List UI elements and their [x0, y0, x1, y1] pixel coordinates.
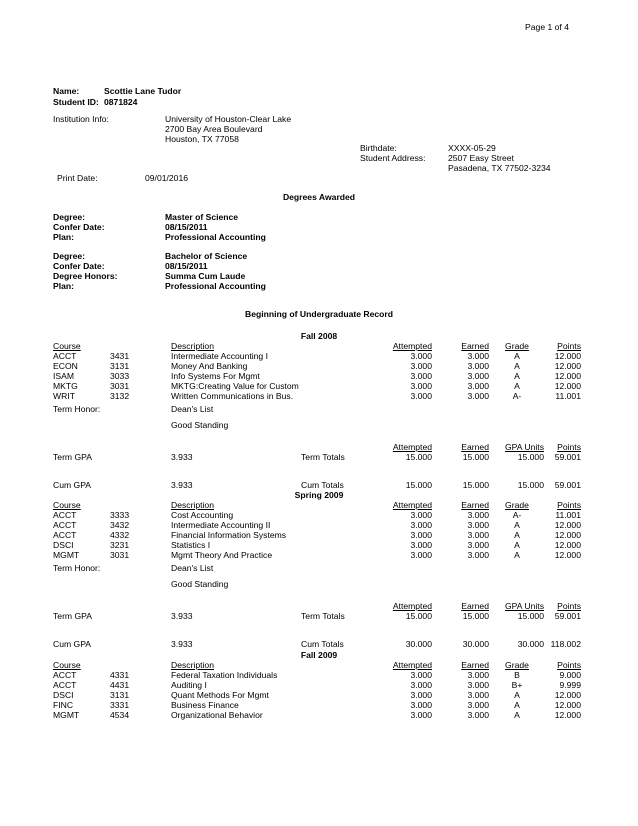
course-subject: DSCI: [53, 540, 74, 550]
term-honor-row: [0, 563, 638, 573]
course-subject: ACCT: [53, 680, 77, 690]
course-points: 12.000: [554, 381, 581, 391]
course-description: Intermediate Accounting II: [171, 520, 271, 530]
col-grade: Grade: [505, 341, 529, 351]
totals-gpa-units: 15.000: [517, 452, 544, 462]
col-course: Course: [53, 660, 81, 670]
course-points: 12.000: [554, 550, 581, 560]
totals-points: 59.001: [554, 452, 581, 462]
cum-gpa-row: [0, 480, 638, 490]
course-earned: 3.000: [467, 710, 489, 720]
course-table-header: [0, 341, 638, 351]
course-subject: ACCT: [53, 670, 77, 680]
totals-points: 59.001: [554, 611, 581, 621]
course-attempted: 3.000: [410, 520, 432, 530]
degree-honors-value: Summa Cum Laude: [165, 271, 246, 281]
col-description: Description: [171, 500, 214, 510]
course-points: 12.000: [554, 520, 581, 530]
page-number: Page 1 of 4: [525, 22, 569, 32]
gpa-label: Term GPA: [53, 611, 92, 621]
course-number: 3333: [110, 510, 130, 520]
course-attempted: 3.000: [410, 700, 432, 710]
course-number: 3131: [110, 690, 130, 700]
gpa-value: 3.933: [171, 611, 193, 621]
course-attempted: 3.000: [410, 680, 432, 690]
course-number: 4332: [110, 530, 130, 540]
gpa-value: 3.933: [171, 639, 193, 649]
cum-gpa-row: [0, 639, 638, 649]
gpa-table-header: [0, 601, 638, 611]
course-description: Business Finance: [171, 700, 239, 710]
course-attempted: 3.000: [410, 530, 432, 540]
confer-date-value: 08/15/2011: [165, 222, 208, 232]
term-name: Spring 2009: [294, 490, 344, 500]
term-honor-row: [0, 404, 638, 414]
course-earned: 3.000: [467, 670, 489, 680]
course-row: [0, 700, 638, 710]
course-earned: 3.000: [467, 540, 489, 550]
totals-earned: 15.000: [462, 452, 489, 462]
term-honor-label: Term Honor:: [53, 563, 101, 573]
course-subject: ACCT: [53, 530, 77, 540]
totals-attempted: 15.000: [405, 452, 432, 462]
col-attempted: Attempted: [392, 341, 432, 351]
degree-value: Master of Science: [165, 212, 239, 222]
course-points: 11.001: [555, 510, 581, 520]
totals-gpa-units: 15.000: [517, 611, 544, 621]
totals-attempted: 15.000: [405, 480, 432, 490]
course-description: MKTG:Creating Value for Custom: [171, 381, 299, 391]
course-description: Money And Banking: [171, 361, 248, 371]
degree-honors-label: Degree Honors:: [53, 271, 118, 281]
term-title: [0, 331, 638, 341]
col-points: Points: [557, 601, 581, 611]
course-subject: MKTG: [53, 381, 78, 391]
course-grade: A-: [512, 510, 522, 520]
gpa-table-header: [0, 442, 638, 452]
totals-points: 118.002: [550, 639, 581, 649]
course-attempted: 3.000: [410, 371, 432, 381]
course-table-header: [0, 660, 638, 670]
course-subject: ACCT: [53, 520, 77, 530]
totals-attempted: 30.000: [405, 639, 432, 649]
col-points: Points: [557, 442, 581, 452]
course-grade: A: [514, 351, 520, 361]
course-grade: A: [514, 381, 520, 391]
course-earned: 3.000: [467, 690, 489, 700]
name-label: Name:: [53, 86, 80, 96]
col-description: Description: [171, 341, 214, 351]
course-earned: 3.000: [467, 351, 489, 361]
col-course: Course: [53, 500, 81, 510]
course-points: 12.000: [554, 351, 581, 361]
academic-standing: Good Standing: [171, 579, 229, 589]
academic-standing-row: [0, 420, 638, 430]
course-description: Written Communications in Bus.: [171, 391, 294, 401]
plan-label: Plan:: [53, 232, 75, 242]
degree-label: Degree:: [53, 212, 85, 222]
course-row: [0, 690, 638, 700]
course-earned: 3.000: [467, 391, 489, 401]
institution-street: 2700 Bay Area Boulevard: [165, 124, 263, 134]
col-course: Course: [53, 341, 81, 351]
course-grade: A: [514, 700, 520, 710]
col-gpa-units: GPA Units: [504, 601, 544, 611]
course-grade: A: [514, 540, 520, 550]
course-earned: 3.000: [467, 530, 489, 540]
course-attempted: 3.000: [410, 670, 432, 680]
course-grade: A-: [512, 391, 522, 401]
course-number: 3031: [110, 550, 130, 560]
course-attempted: 3.000: [410, 381, 432, 391]
col-points: Points: [557, 500, 581, 510]
course-row: [0, 710, 638, 720]
course-number: 3033: [110, 371, 130, 381]
term-gpa-row: [0, 611, 638, 621]
totals-gpa-units: 15.000: [517, 480, 544, 490]
totals-earned: 30.000: [462, 639, 489, 649]
course-number: 3432: [110, 520, 130, 530]
term-gpa-row: [0, 452, 638, 462]
course-points: 12.000: [554, 700, 581, 710]
totals-gpa-units: 30.000: [517, 639, 544, 649]
course-earned: 3.000: [467, 381, 489, 391]
col-attempted: Attempted: [392, 500, 432, 510]
student-id-label: Student ID:: [53, 97, 99, 107]
course-points: 12.000: [554, 540, 581, 550]
degree-label: Degree:: [53, 251, 85, 261]
course-earned: 3.000: [467, 680, 489, 690]
course-description: Auditing I: [171, 680, 207, 690]
course-grade: B+: [511, 680, 523, 690]
totals-label: Cum Totals: [301, 639, 344, 649]
course-points: 9.999: [559, 680, 581, 690]
course-number: 3231: [110, 540, 130, 550]
course-points: 12.000: [554, 710, 581, 720]
course-description: Mgmt Theory And Practice: [171, 550, 273, 560]
gpa-label: Term GPA: [53, 452, 92, 462]
institution-name: University of Houston-Clear Lake: [165, 114, 292, 124]
course-points: 12.000: [554, 530, 581, 540]
totals-earned: 15.000: [462, 480, 489, 490]
course-subject: MGMT: [53, 710, 80, 720]
totals-points: 59.001: [554, 480, 581, 490]
course-description: Financial Information Systems: [171, 530, 287, 540]
course-subject: WRIT: [53, 391, 75, 401]
course-attempted: 3.000: [410, 351, 432, 361]
course-row: [0, 351, 638, 361]
totals-label: Cum Totals: [301, 480, 344, 490]
course-number: 3132: [110, 391, 130, 401]
course-number: 3331: [110, 700, 130, 710]
term-title: [0, 490, 638, 500]
course-grade: A: [514, 710, 520, 720]
confer-date-label: Confer Date:: [53, 222, 105, 232]
course-attempted: 3.000: [410, 510, 432, 520]
confer-date-value: 08/15/2011: [165, 261, 208, 271]
col-gpa-units: GPA Units: [504, 442, 544, 452]
course-earned: 3.000: [467, 550, 489, 560]
plan-value: Professional Accounting: [165, 232, 266, 242]
course-row: [0, 520, 638, 530]
course-subject: ECON: [53, 361, 78, 371]
course-subject: ISAM: [53, 371, 75, 381]
print-date-value: 09/01/2016: [145, 173, 189, 183]
totals-attempted: 15.000: [405, 611, 432, 621]
col-attempted: Attempted: [392, 660, 432, 670]
course-subject: FINC: [53, 700, 74, 710]
course-subject: ACCT: [53, 510, 77, 520]
course-grade: A: [514, 371, 520, 381]
course-row: [0, 371, 638, 381]
student-id: 0871824: [104, 97, 138, 107]
course-attempted: 3.000: [410, 391, 432, 401]
col-earned: Earned: [461, 601, 489, 611]
course-number: 3431: [110, 351, 130, 361]
term-name: Fall 2009: [300, 650, 338, 660]
totals-earned: 15.000: [462, 611, 489, 621]
course-earned: 3.000: [467, 510, 489, 520]
gpa-value: 3.933: [171, 452, 193, 462]
course-points: 9.000: [559, 670, 581, 680]
course-grade: A: [514, 550, 520, 560]
totals-label: Term Totals: [301, 611, 345, 621]
course-subject: ACCT: [53, 351, 77, 361]
col-earned: Earned: [461, 341, 489, 351]
birthdate-label: Birthdate:: [360, 143, 397, 153]
course-grade: B: [514, 670, 520, 680]
course-number: 3031: [110, 381, 130, 391]
birthdate-value: XXXX-05-29: [448, 143, 496, 153]
gpa-label: Cum GPA: [53, 480, 92, 490]
plan-label: Plan:: [53, 281, 75, 291]
degree-value: Bachelor of Science: [165, 251, 248, 261]
institution-label: Institution Info:: [53, 114, 109, 124]
course-earned: 3.000: [467, 520, 489, 530]
course-table-header: [0, 500, 638, 510]
course-number: 4431: [110, 680, 130, 690]
print-date-label: Print Date:: [57, 173, 98, 183]
course-attempted: 3.000: [410, 550, 432, 560]
col-earned: Earned: [461, 500, 489, 510]
col-grade: Grade: [505, 500, 529, 510]
address-street: 2507 Easy Street: [448, 153, 514, 163]
col-attempted: Attempted: [392, 442, 432, 452]
institution-city: Houston, TX 77058: [165, 134, 239, 144]
course-grade: A: [514, 520, 520, 530]
course-attempted: 3.000: [410, 690, 432, 700]
gpa-label: Cum GPA: [53, 639, 92, 649]
term-title: [0, 650, 638, 660]
course-grade: A: [514, 690, 520, 700]
col-points: Points: [557, 660, 581, 670]
course-row: [0, 391, 638, 401]
academic-standing-row: [0, 579, 638, 589]
term-honor-label: Term Honor:: [53, 404, 101, 414]
col-points: Points: [557, 341, 581, 351]
academic-standing: Good Standing: [171, 420, 229, 430]
course-points: 12.000: [554, 371, 581, 381]
col-earned: Earned: [461, 442, 489, 452]
address-label: Student Address:: [360, 153, 426, 163]
course-row: [0, 540, 638, 550]
course-number: 4534: [110, 710, 130, 720]
course-earned: 3.000: [467, 700, 489, 710]
course-grade: A: [514, 361, 520, 371]
student-name: Scottie Lane Tudor: [104, 86, 182, 96]
course-row: [0, 530, 638, 540]
course-row: [0, 670, 638, 680]
totals-label: Term Totals: [301, 452, 345, 462]
plan-value: Professional Accounting: [165, 281, 266, 291]
address-city: Pasadena, TX 77502-3234: [448, 163, 551, 173]
gpa-value: 3.933: [171, 480, 193, 490]
course-row: [0, 510, 638, 520]
course-description: Intermediate Accounting I: [171, 351, 268, 361]
course-attempted: 3.000: [410, 361, 432, 371]
course-number: 3131: [110, 361, 130, 371]
course-row: [0, 361, 638, 371]
course-description: Organizational Behavior: [171, 710, 263, 720]
course-description: Cost Accounting: [171, 510, 234, 520]
course-subject: MGMT: [53, 550, 80, 560]
course-subject: DSCI: [53, 690, 74, 700]
col-earned: Earned: [461, 660, 489, 670]
course-points: 12.000: [554, 361, 581, 371]
term-honor-value: Dean's List: [171, 404, 214, 414]
course-earned: 3.000: [467, 371, 489, 381]
course-description: Info Systems For Mgmt: [171, 371, 260, 381]
col-grade: Grade: [505, 660, 529, 670]
course-description: Statistics I: [171, 540, 211, 550]
course-row: [0, 680, 638, 690]
course-points: 11.001: [555, 391, 581, 401]
course-attempted: 3.000: [410, 540, 432, 550]
confer-date-label: Confer Date:: [53, 261, 105, 271]
course-row: [0, 550, 638, 560]
course-number: 4331: [110, 670, 130, 680]
course-description: Quant Methods For Mgmt: [171, 690, 269, 700]
course-description: Federal Taxation Individuals: [171, 670, 278, 680]
course-grade: A: [514, 530, 520, 540]
record-title: Beginning of Undergraduate Record: [244, 309, 393, 319]
term-name: Fall 2008: [300, 331, 338, 341]
course-row: [0, 381, 638, 391]
col-description: Description: [171, 660, 214, 670]
course-earned: 3.000: [467, 361, 489, 371]
course-points: 12.000: [554, 690, 581, 700]
course-attempted: 3.000: [410, 710, 432, 720]
col-attempted: Attempted: [392, 601, 432, 611]
degrees-title: Degrees Awarded: [282, 192, 356, 202]
term-honor-value: Dean's List: [171, 563, 214, 573]
